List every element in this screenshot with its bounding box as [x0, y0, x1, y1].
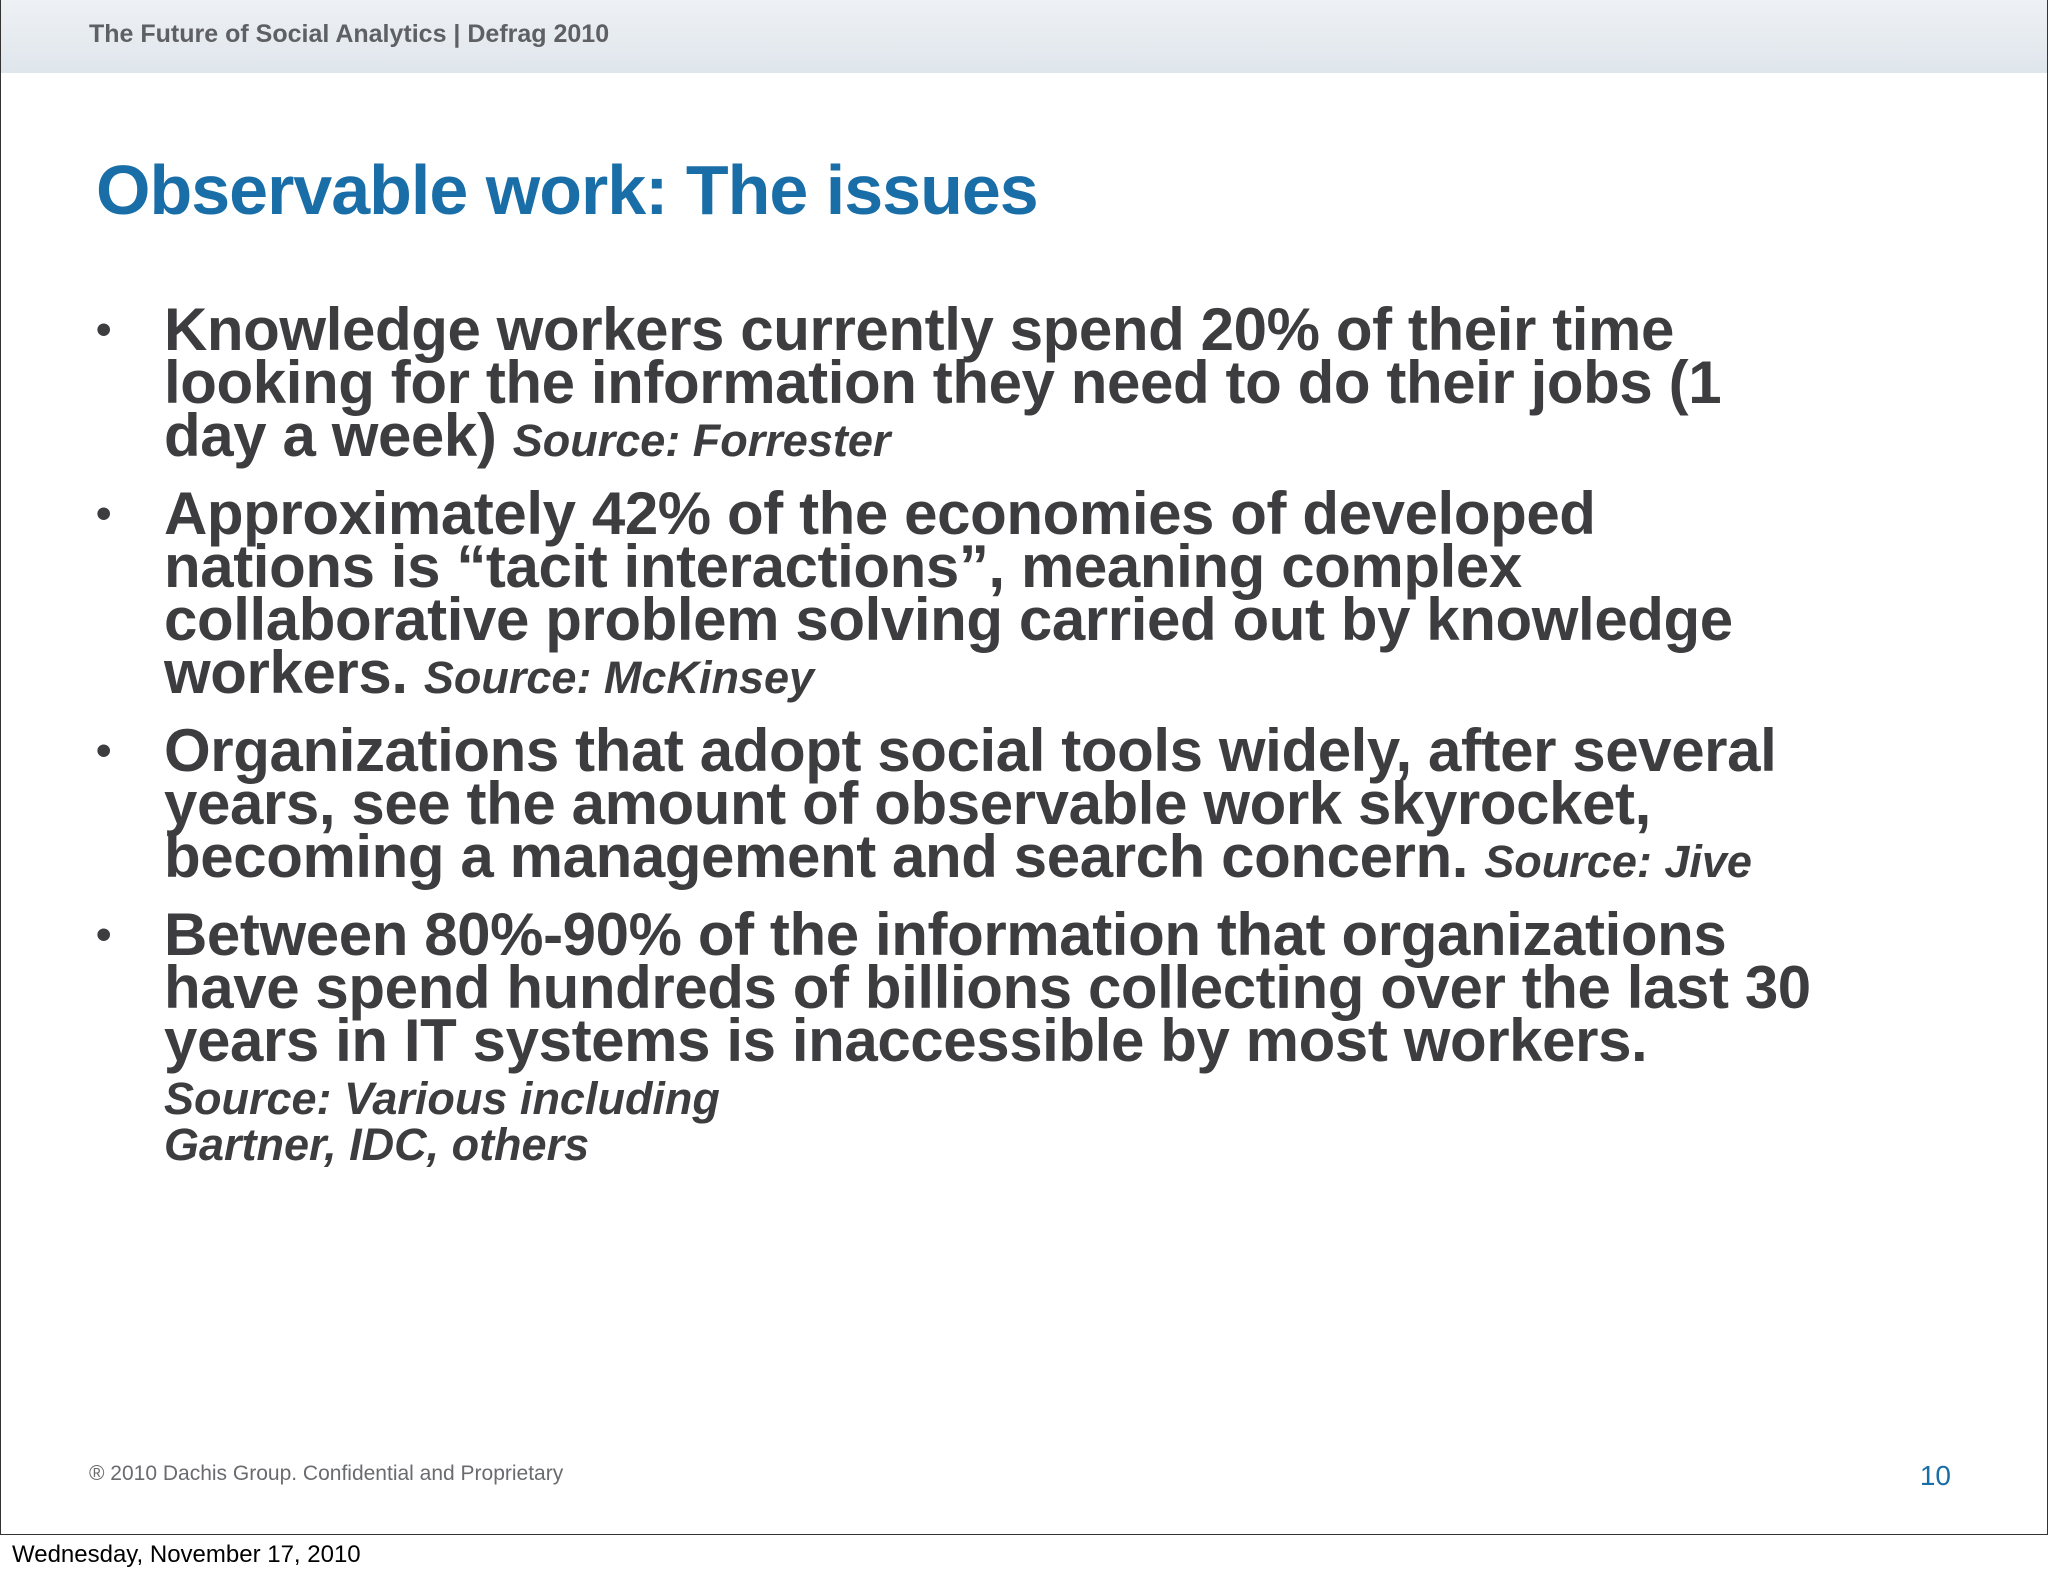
bullet-text: Knowledge workers currently spend 20% of their time looking for the information they need to do their jobs (1 day a week) [164, 296, 1722, 469]
bullet-dot-icon: • [96, 726, 112, 775]
bullet-dot-icon: • [96, 910, 112, 959]
date-caption: Wednesday, November 17, 2010 [12, 1541, 361, 1568]
bullet-list [96, 296, 1816, 1185]
bullet-source: Source: Various including [164, 1073, 720, 1124]
presentation-title: The Future of Social Analytics | Defrag 2010 [89, 20, 610, 48]
bullet-text: Organizations that adopt social tools widely, after several years, see the amount of observable work skyrocket, becoming a management and search concern. [164, 717, 1777, 890]
bullet-item [96, 296, 1816, 469]
bullet-source: Source: Jive [1484, 836, 1752, 887]
page-number: 10 [1919, 1460, 1951, 1491]
bullet-item [96, 480, 1816, 706]
bullet-text: Between 80%-90% of the information that organizations have spend hundreds of billions collecting over the last 30 years in IT systems is inaccessible by most workers. [164, 901, 1811, 1074]
bullet-dot-icon: • [96, 305, 112, 354]
bullet-source-continued: Gartner, IDC, others [164, 1119, 590, 1170]
bullet-source: Source: Forrester [512, 415, 891, 466]
bullet-item [96, 717, 1816, 890]
bullet-item [96, 901, 1816, 1170]
header-band [1, 0, 2047, 73]
bullet-source: Source: McKinsey [423, 652, 815, 703]
bullet-dot-icon: • [96, 489, 112, 538]
slide-title: Observable work: The issues [96, 151, 1038, 229]
bullet-text: Approximately 42% of the economies of developed nations is “tacit interactions”, meaning complex collaborative problem solving carried out by knowledge workers. [164, 480, 1733, 706]
footer-copyright: ® 2010 Dachis Group. Confidential and Proprietary [89, 1462, 564, 1485]
